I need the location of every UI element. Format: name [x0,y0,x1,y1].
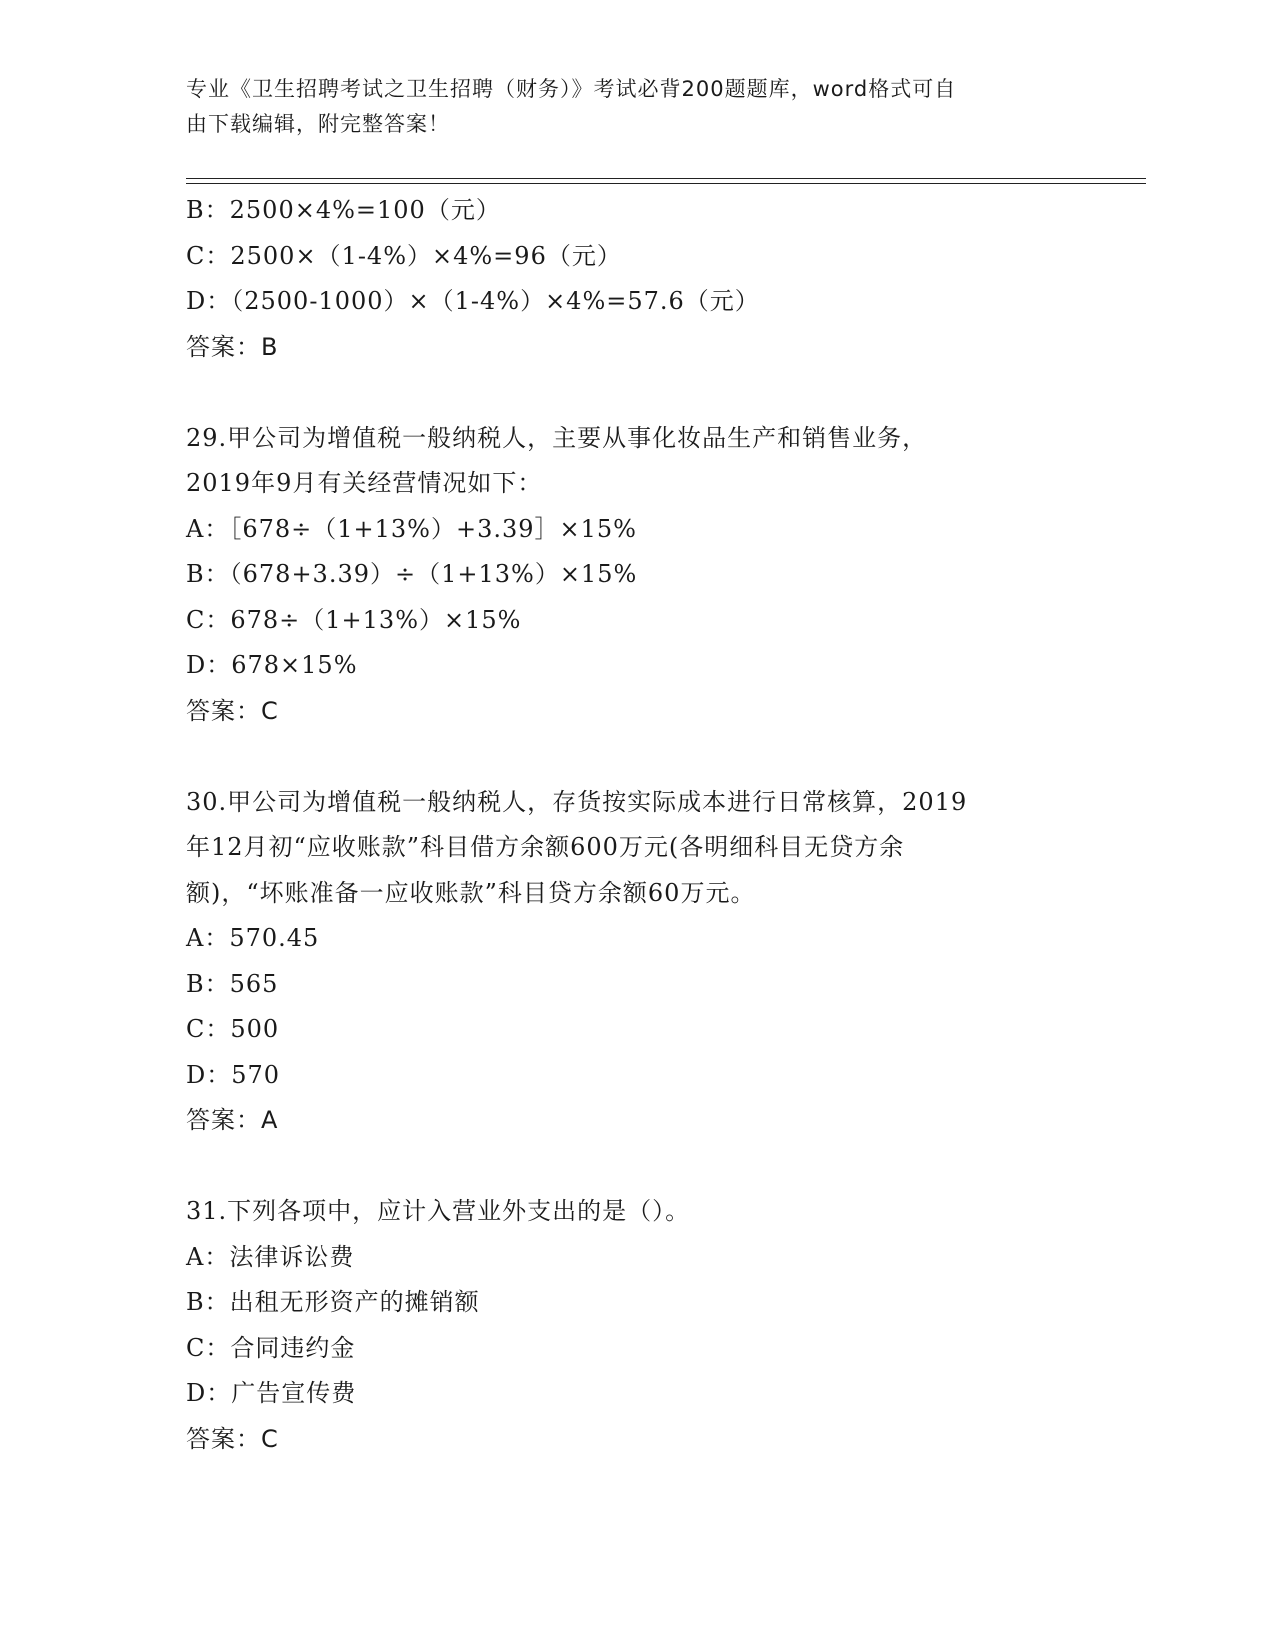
option-d: D：（2500-1000）×（1-4%）×4%=57.6（元） [186,287,760,315]
question-stem-line-1: 29.甲公司为增值税一般纳税人，主要从事化妆品生产和销售业务， [186,423,928,452]
option-b: B：2500×4%=100（元） [186,196,501,224]
option-a: A：570.45 [186,924,320,952]
option-d: D：678×15% [186,651,358,679]
option-d: D：广告宣传费 [186,1379,357,1407]
question-stem-line-1: 31.下列各项中，应计入营业外支出的是（）。 [186,1197,691,1225]
question-30 [186,780,1106,1144]
header-rule-thin [186,183,1146,184]
option-a: A：法律诉讼费 [186,1242,355,1271]
option-b: B：（678+3.39）÷（1+13%）×15% [186,560,638,588]
question-31 [186,1189,1106,1462]
option-b: B：出租无形资产的摊销额 [186,1288,480,1316]
option-c: C：2500×（1-4%）×4%=96（元） [186,241,622,270]
option-a: A：［678÷（1+13%）+3.39］×15% [186,514,637,543]
header-rule-thick [186,178,1146,179]
question-stem-line-1: 30.甲公司为增值税一般纳税人，存货按实际成本进行日常核算，2019 [186,787,968,816]
option-b: B：565 [186,969,279,998]
question-stem-line-2: 年12月初“应收账款”科目借方余额600万元(各明细科目无贷方余 [186,833,905,861]
question-content [186,188,1106,1462]
option-c: C：500 [186,1015,280,1043]
document-header [186,72,1066,142]
question-28 [186,188,1106,370]
question-stem-line-3: 额)，“坏账准备一应收账款”科目贷方余额60万元。 [186,878,756,907]
answer: 答案：C [186,1424,279,1453]
header-line-2: 由下载编辑，附完整答案！ [186,112,450,136]
question-29 [186,416,1106,735]
option-d: D：570 [186,1060,281,1089]
option-c: C：合同违约金 [186,1333,356,1362]
header-line-1: 专业《卫生招聘考试之卫生招聘（财务）》考试必背200题题库，word格式可自 [186,77,957,101]
answer: 答案：B [186,332,279,361]
question-stem-line-2: 2019年9月有关经营情况如下： [186,469,543,497]
answer: 答案：C [186,696,279,725]
option-c: C：678÷（1+13%）×15% [186,605,522,634]
answer: 答案：A [186,1106,279,1134]
